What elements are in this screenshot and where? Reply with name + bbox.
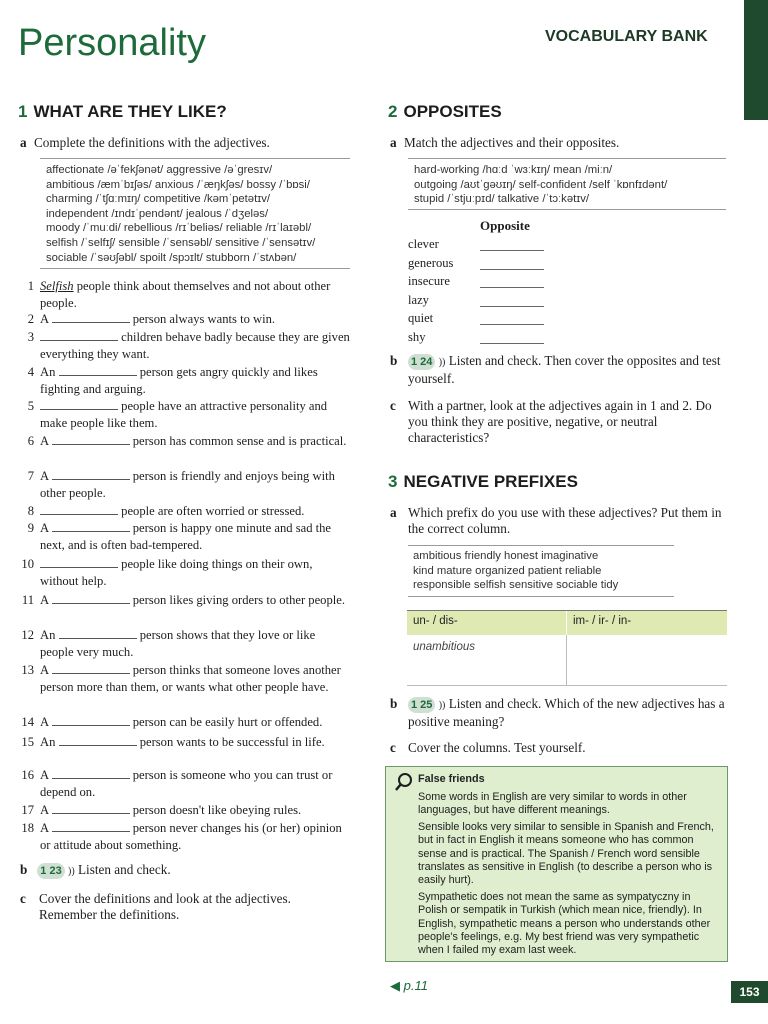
definition-number: 9 [27, 521, 34, 535]
false-friends-paragraph: Some words in English are very similar to words in other languages, but have different meanings. [418, 791, 687, 817]
opposite-word: clever [408, 237, 439, 251]
definition-number: 8 [27, 504, 34, 518]
answer-blank[interactable] [52, 662, 130, 674]
s1-instruction-a [20, 135, 270, 151]
definition-number: 2 [27, 312, 34, 326]
empty-cell [567, 635, 727, 685]
opposite-word: quiet [408, 311, 434, 326]
instruction-text: Listen and check. [77, 862, 171, 877]
prefix-table [407, 610, 727, 686]
s1-vocab-box [46, 163, 356, 265]
vocab-line: moody /ˈmuːdi/ rebellious /rɪˈbeliəs/ reliable /rɪˈlaɪəbl/ [46, 222, 312, 235]
page-number: 153 [731, 981, 768, 1003]
answer-blank[interactable] [480, 306, 544, 307]
definition-text: person never changes his (or her) opinion or attitude about something. [40, 821, 342, 852]
false-friends-title: False friends [418, 773, 485, 785]
opposite-word: generous [408, 255, 454, 270]
speaker-icon: )) [438, 357, 446, 368]
vocab-line: ambitious /æmˈbɪʃəs/ anxious /ˈæŋkʃəs/ bossy /ˈbɒsi/ [46, 178, 310, 191]
definition-number: 12 [21, 628, 34, 642]
false-friends-box [385, 766, 728, 962]
answer-blank[interactable] [40, 398, 118, 410]
item-letter: a [390, 135, 397, 150]
article-text: A [40, 768, 52, 782]
answer-blank[interactable] [52, 820, 130, 832]
vocab-line: responsible selfish sensitive sociable tidy [413, 579, 619, 592]
vocab-line: independent /ɪndɪˈpendənt/ jealous /ˈdʒeləs/ [46, 207, 269, 220]
definition-number: 15 [21, 735, 34, 749]
vocab-line: ambitious friendly honest imaginative [413, 550, 599, 562]
audio-track-badge[interactable]: 1 24 [408, 354, 435, 370]
definition-number: 10 [21, 557, 34, 571]
vocab-line: sociable /ˈsəʊʃəbl/ spoilt /spɔɪlt/ stubborn /ˈstʌbən/ [46, 251, 297, 264]
answer-blank[interactable] [52, 433, 130, 445]
audio-track-badge[interactable]: 1 23 [37, 863, 64, 879]
definition-text: person has common sense and is practical. [129, 434, 347, 448]
article-text: A [40, 521, 52, 535]
instruction-text: Match the adjectives and their opposites. [404, 135, 620, 150]
definition-text: person always wants to win. [129, 312, 276, 326]
article-text: A [40, 434, 52, 448]
item-letter: c [390, 740, 396, 755]
answer-blank[interactable] [52, 468, 130, 480]
definition-text: person gets angry quickly and likes fighting and arguing. [40, 365, 318, 396]
definition-number: 5 [27, 399, 34, 413]
article-text: A [40, 593, 52, 607]
answer-blank[interactable] [480, 269, 544, 270]
definition-text: person is friendly and enjoys being with other people. [40, 469, 335, 500]
page-edge-tab [744, 0, 768, 120]
instruction-text: With a partner, look at the adjectives again in 1 and 2. Do you think they are positive, negative, or neutral characteristics? [408, 398, 712, 445]
section-1-heading [18, 102, 227, 122]
vocab-line: outgoing /aʊtˈgəʊɪŋ/ self-confident /self ˈkɒnfɪdənt/ [414, 178, 668, 191]
definition-number: 16 [21, 768, 34, 782]
article-text: An [40, 628, 59, 642]
definition-number: 4 [27, 365, 34, 379]
definition-text: people have an attractive personality and make people like them. [40, 399, 328, 430]
s2-instruction-a [390, 135, 619, 151]
answer-blank[interactable] [52, 802, 130, 814]
column-header-un-dis: un- / dis- [407, 611, 567, 635]
example-cell: unambitious [407, 635, 567, 685]
vocab-line: kind mature organized patient reliable [413, 564, 602, 577]
divider [408, 158, 726, 159]
definition-text: person is happy one minute and sad the next, and is often bad-tempered. [40, 521, 332, 552]
s2-instruction-c [390, 398, 730, 446]
section-title: NEGATIVE PREFIXES [403, 472, 578, 491]
answer-blank[interactable] [480, 250, 544, 251]
definition-number: 7 [27, 469, 34, 483]
section-number: 3 [388, 472, 398, 491]
answer-blank[interactable] [52, 311, 130, 323]
definition-text: person wants to be successful in life. [136, 735, 325, 749]
opposite-word: lazy [408, 292, 429, 307]
arrow-left-icon: ◀ [390, 978, 400, 993]
definition-number: 14 [21, 715, 34, 729]
definition-text: children behave badly because they are given everything they want. [40, 330, 350, 361]
divider [408, 545, 674, 546]
definition-number: 11 [21, 593, 34, 607]
vocab-line: charming /ˈtʃɑːmɪŋ/ competitive /kəmˈpetətɪv/ [46, 193, 271, 206]
prefix-table-body [407, 635, 727, 685]
definition-number: 1 [27, 279, 34, 293]
s3-instruction-c [390, 740, 586, 756]
item-letter: b [20, 862, 28, 877]
item-letter: a [20, 135, 27, 150]
vocab-line: affectionate /əˈfekʃənət/ aggressive /əˈgresɪv/ [46, 164, 273, 176]
answer-blank[interactable] [40, 503, 118, 515]
instruction-text: Cover the columns. Test yourself. [408, 740, 586, 755]
instruction-text: Complete the definitions with the adjectives. [34, 135, 270, 150]
s1-instruction-c [20, 891, 340, 923]
divider [40, 158, 350, 159]
definition-number: 17 [21, 803, 34, 817]
definition-text: people like doing things on their own, without help. [40, 557, 313, 588]
item-letter: c [390, 398, 396, 413]
article-text: A [40, 803, 52, 817]
definition-text: person likes giving orders to other people. [129, 593, 346, 607]
divider [408, 209, 726, 210]
article-text: A [40, 821, 52, 835]
answer-blank[interactable] [52, 767, 130, 779]
definition-text: person thinks that someone loves another person more than them, or wants what other people have. [40, 663, 341, 694]
definition-text: person doesn't like obeying rules. [129, 803, 302, 817]
item-letter: b [390, 353, 398, 368]
s2-vocab-box [414, 163, 726, 207]
vocabulary-bank-label: VOCABULARY BANK [545, 28, 708, 45]
instruction-text: Listen and check. Which of the new adjectives has a positive meaning? [408, 696, 725, 729]
answer-blank[interactable] [59, 364, 137, 376]
opposite-word: shy [408, 330, 426, 344]
section-3-heading [388, 472, 578, 492]
instruction-text: Listen and check. Then cover the opposites and test yourself. [408, 353, 721, 386]
item-letter: b [390, 696, 398, 711]
opposite-word: insecure [408, 274, 450, 289]
s3-vocab-box [413, 549, 675, 593]
prefix-table-header [407, 611, 727, 635]
section-number: 2 [388, 102, 398, 121]
answer-blank[interactable] [480, 324, 544, 325]
example-answer: Selfish [40, 279, 74, 293]
audio-track-badge[interactable]: 1 25 [408, 697, 435, 713]
definition-text: people think about themselves and not about other people. [40, 279, 331, 310]
article-text: A [40, 469, 52, 483]
definition-text: person shows that they love or like people very much. [40, 628, 316, 659]
false-friends-paragraph: Sympathetic does not mean the same as sympatyczny in Polish or sempatik in Turkish (which mean nice, friendly). In English, sympathetic means a person who understands other people's feelings, e.g. My best friend was very sympathetic when I failed my exam last week. [418, 890, 711, 957]
divider [408, 596, 674, 597]
page-title: Personality [18, 22, 206, 64]
false-friends-paragraph: Sensible looks very similar to sensible in Spanish and French, but in fact in English it means someone who has common sense and is practical. The Spanish / French word sensible translates as sensitive in English (to describe a person who is easily hurt). [418, 820, 714, 887]
page-reference-link[interactable] [390, 978, 428, 994]
section-title: WHAT ARE THEY LIKE? [33, 102, 227, 121]
column-header-im-ir-in: im- / ir- / in- [573, 615, 632, 627]
article-text: A [40, 663, 52, 677]
s3-instruction-a [390, 505, 730, 537]
definition-text: person is someone who you can trust or depend on. [40, 768, 333, 799]
answer-blank[interactable] [52, 592, 130, 604]
definition-number: 3 [27, 330, 34, 344]
definition-text: people are often worried or stressed. [118, 504, 305, 518]
definition-number: 6 [27, 434, 34, 448]
answer-blank[interactable] [40, 556, 118, 568]
item-letter: a [390, 505, 397, 520]
definition-text: person can be easily hurt or offended. [129, 715, 323, 729]
article-text: An [40, 365, 59, 379]
instruction-text: Which prefix do you use with these adjectives? Put them in the correct column. [408, 505, 722, 536]
article-text: A [40, 312, 52, 326]
vocab-line: stupid /ˈstjuːpɪd/ talkative /ˈtɔːkətɪv/ [414, 193, 590, 206]
definition-number: 13 [21, 663, 34, 677]
article-text: An [40, 735, 59, 749]
section-2-heading [388, 102, 502, 122]
vocab-line: selfish /ˈselfɪʃ/ sensible /ˈsensəbl/ sensitive /ˈsensətɪv/ [46, 236, 316, 249]
answer-blank[interactable] [40, 329, 118, 341]
speaker-icon: )) [438, 700, 446, 711]
section-number: 1 [18, 102, 28, 121]
answer-blank[interactable] [52, 714, 130, 726]
speaker-icon: )) [68, 866, 75, 877]
s2-instruction-b [390, 353, 730, 387]
answer-blank[interactable] [59, 627, 137, 639]
section-title: OPPOSITES [403, 102, 502, 121]
s3-instruction-b [390, 696, 730, 730]
page-reference: p.11 [403, 978, 428, 993]
answer-blank[interactable] [480, 343, 544, 344]
definition-number: 18 [21, 821, 34, 835]
magnifier-icon [394, 772, 414, 796]
opposite-column-header: Opposite [480, 218, 530, 233]
item-letter: c [20, 891, 26, 906]
divider [40, 268, 350, 269]
answer-blank[interactable] [52, 520, 130, 532]
vocab-line: hard-working /hɑːd ˈwɜːkɪŋ/ mean /miːn/ [414, 164, 613, 176]
article-text: A [40, 715, 52, 729]
answer-blank[interactable] [59, 734, 137, 746]
s1-instruction-b [20, 862, 171, 880]
answer-blank[interactable] [480, 287, 544, 288]
instruction-text: Cover the definitions and look at the adjectives. Remember the definitions. [39, 891, 291, 922]
